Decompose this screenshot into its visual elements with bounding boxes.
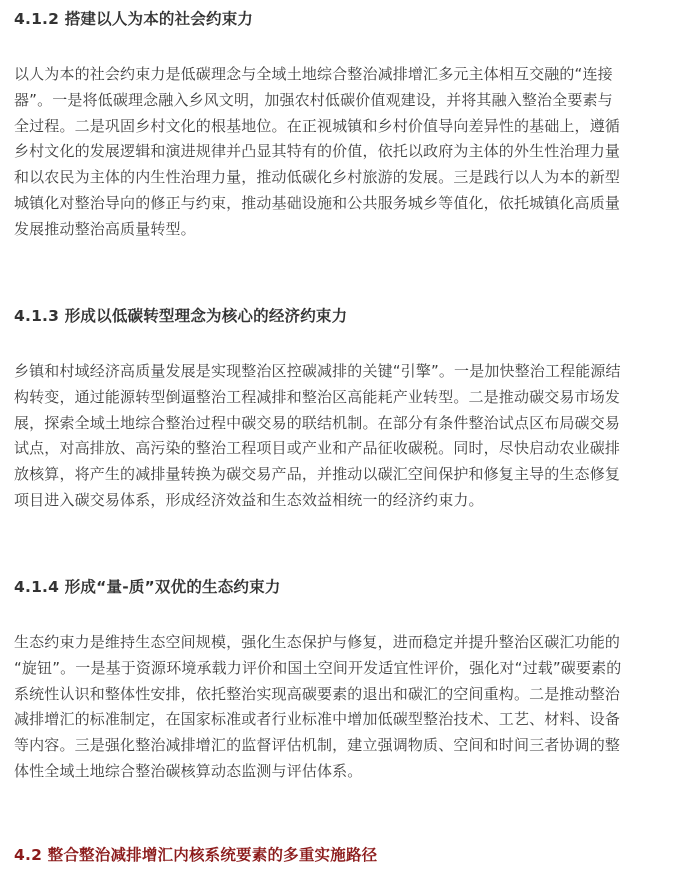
paragraph-ecological-constraint xyxy=(14,630,674,785)
paragraph-social-constraint xyxy=(14,62,674,243)
text-line: 乡镇和村域经济高质量发展是实现整治区控碳减排的关键“引擎”。一是加快整治工程能源结 xyxy=(14,362,621,380)
text-line: 体性全域土地综合整治碳核算动态监测与评估体系。 xyxy=(14,761,363,780)
text-line: 乡村文化的发展逻辑和演进规律并凸显其特有的价值，依托以政府为主体的外生性治理力量 xyxy=(14,142,621,161)
text-line: 以人为本的社会约束力是低碳理念与全域土地综合整治减排增汇多元主体相互交融的“连接 xyxy=(14,65,613,83)
section-heading-4-1-4: 4.1.4 形成“量-质”双优的生态约束力 xyxy=(14,578,281,596)
text-line: 和以农民为主体的内生性治理力量，推动低碳化乡村旅游的发展。三是践行以人为本的新型 xyxy=(14,168,621,187)
text-line: 构转变，通过能源转型倒逼整治工程减排和整治区高能耗产业转型。二是推动碳交易市场发 xyxy=(14,387,621,406)
text-line: 放核算，将产生的减排量转换为碳交易产品，并推动以碳汇空间保护和修复主导的生态修复 xyxy=(14,465,621,484)
text-line: 全过程。二是巩固乡村文化的根基地位。在正视城镇和乡村价值导向差异性的基础上，遵循 xyxy=(14,116,621,135)
text-line: 项目进入碳交易体系，形成经济效益和生态效益相统一的经济约束力。 xyxy=(14,490,484,509)
section-heading-4-1-2: 4.1.2 搭建以人为本的社会约束力 xyxy=(14,10,254,28)
text-line: 等内容。三是强化整治减排增汇的监督评估机制，建立强调物质、空间和时间三者协调的整 xyxy=(14,736,621,755)
text-line: 器”。一是将低碳理念融入乡风文明，加强农村低碳价值观建设，并将其融入整治全要素与 xyxy=(14,90,613,109)
section-heading-4-2: 4.2 整合整治减排增汇内核系统要素的多重实施路径 xyxy=(14,846,378,864)
text-line: “旋钮”。一是基于资源环境承载力评价和国土空间开发适宜性评价，强化对“过载”碳要素的 xyxy=(14,658,622,677)
section-heading-4-1-3: 4.1.3 形成以低碳转型理念为核心的经济约束力 xyxy=(14,307,348,325)
text-line: 试点，对高排放、高污染的整治工程项目或产业和产品征收碳税。同时，尽快启动农业碳排 xyxy=(14,439,621,458)
text-line: 生态约束力是维持生态空间规模，强化生态保护与修复，进而稳定并提升整治区碳汇功能的 xyxy=(14,633,621,651)
text-line: 展，探索全域土地综合整治过程中碳交易的联结机制。在部分有条件整治试点区布局碳交易 xyxy=(14,413,621,432)
text-line: 减排增汇的标准制定，在国家标准或者行业标准中增加低碳型整治技术、工艺、材料、设备 xyxy=(14,710,621,729)
paragraph-economic-constraint xyxy=(14,359,674,514)
text-line: 系统性认识和整体性安排，依托整治实现高碳要素的退出和碳汇的空间重构。二是推动整治 xyxy=(14,684,621,703)
text-line: 城镇化对整治导向的修正与约束，推动基础设施和公共服务城乡等值化，依托城镇化高质量 xyxy=(14,193,621,212)
text-line: 发展推动整治高质量转型。 xyxy=(14,219,196,238)
